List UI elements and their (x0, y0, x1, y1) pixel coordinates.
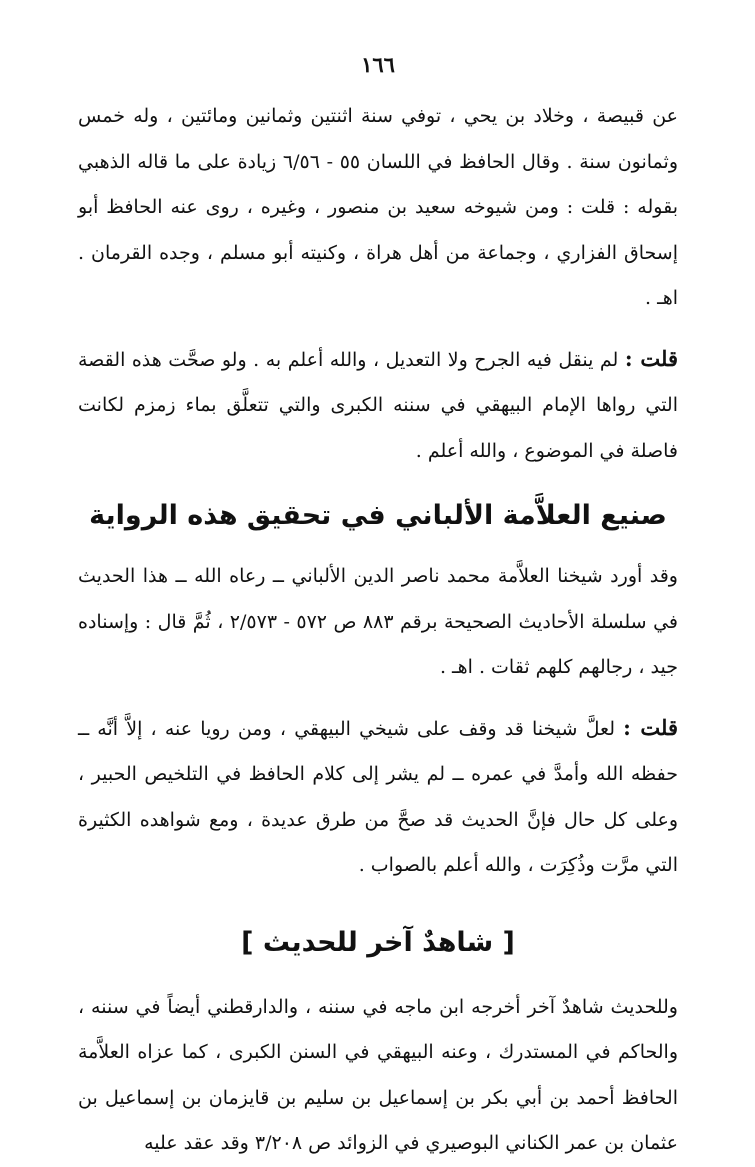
page-number: ١٦٦ (361, 52, 395, 77)
paragraph-witness (78, 983, 678, 1167)
paragraph-comment (78, 336, 678, 475)
paragraph-text: عن قبيصة ، وخلاد بن يحي ، توفي سنة اثنتين وثمانين ومائتين ، وله خمس وثمانون سنة . وقال الحافظ في اللسان ٥٥ - ٦/٥٦ زيادة على ما قاله الذهبي بقوله : قلت : ومن شيوخه سعيد بن منصور ، وغيره ، روى عنه الحافظ أبو إسحاق الفزاري ، وجماعة من أهل هراة ، وكنيته أبو مسلم ، وجده القرمان . اهـ . (78, 105, 678, 309)
paragraph-comment-2 (78, 705, 678, 889)
section-heading-albani: صنيع العلاَّمة الألباني في تحقيق هذه الرواية (89, 500, 667, 531)
paragraph-text: وللحديث شاهدٌ آخر أخرجه ابن ماجه في سننه ، والدارقطني أيضاً في سننه ، والحاكم في المستدرك ، وعنه البيهقي في السنن الكبرى ، كما عزاه العلاَّمة الحافظ أحمد بن أبي بكر بن إسماعيل بن سليم بن قايزمان بن إسماعيل بن عثمان بن عمر الكناني البوصيري في الزوائد ص ٣/٢٠٨ وقد عقد عليه (78, 995, 678, 1154)
paragraph-text: وقد أورد شيخنا العلاَّمة محمد ناصر الدين الألباني ــ رعاه الله ــ هذا الحديث في سلسلة الأحاديث الصحيحة برقم ٨٨٣ ص ٥٧٢ - ٢/٥٧٣ ، ثُمَّ قال : وإسناده جيد ، رجالهم كلهم ثقات . اهـ . (78, 565, 678, 678)
book-page (78, 50, 678, 1167)
section-heading-witness: [ شاهدٌ آخر للحديث ] (241, 926, 515, 958)
paragraph-lead: قلت : (623, 714, 678, 740)
paragraph-lead: قلت : (624, 345, 678, 371)
paragraph-albani (78, 552, 678, 691)
paragraph-text: لعلَّ شيخنا قد وقف على شيخي البيهقي ، ومن رويا عنه ، إلاَّ أنَّه ــ حفظه الله وأمدَّ في عمره ــ لم يشر إلى كلام الحافظ في التلخيص الحبير ، وعلى كل حال فإنَّ الحديث قد صحَّ من طرق عديدة ، ومع شواهده الكثيرة التي مرَّت وذُكِرَت ، والله أعلم بالصواب . (78, 717, 678, 876)
paragraph-text: لم ينقل فيه الجرح ولا التعديل ، والله أعلم به . ولو صحَّت هذه القصة التي رواها الإمام البيهقي في سننه الكبرى والتي تتعلَّق بماء زمزم لكانت فاصلة في الموضوع ، والله أعلم . (78, 348, 678, 462)
paragraph-biography (78, 92, 678, 322)
